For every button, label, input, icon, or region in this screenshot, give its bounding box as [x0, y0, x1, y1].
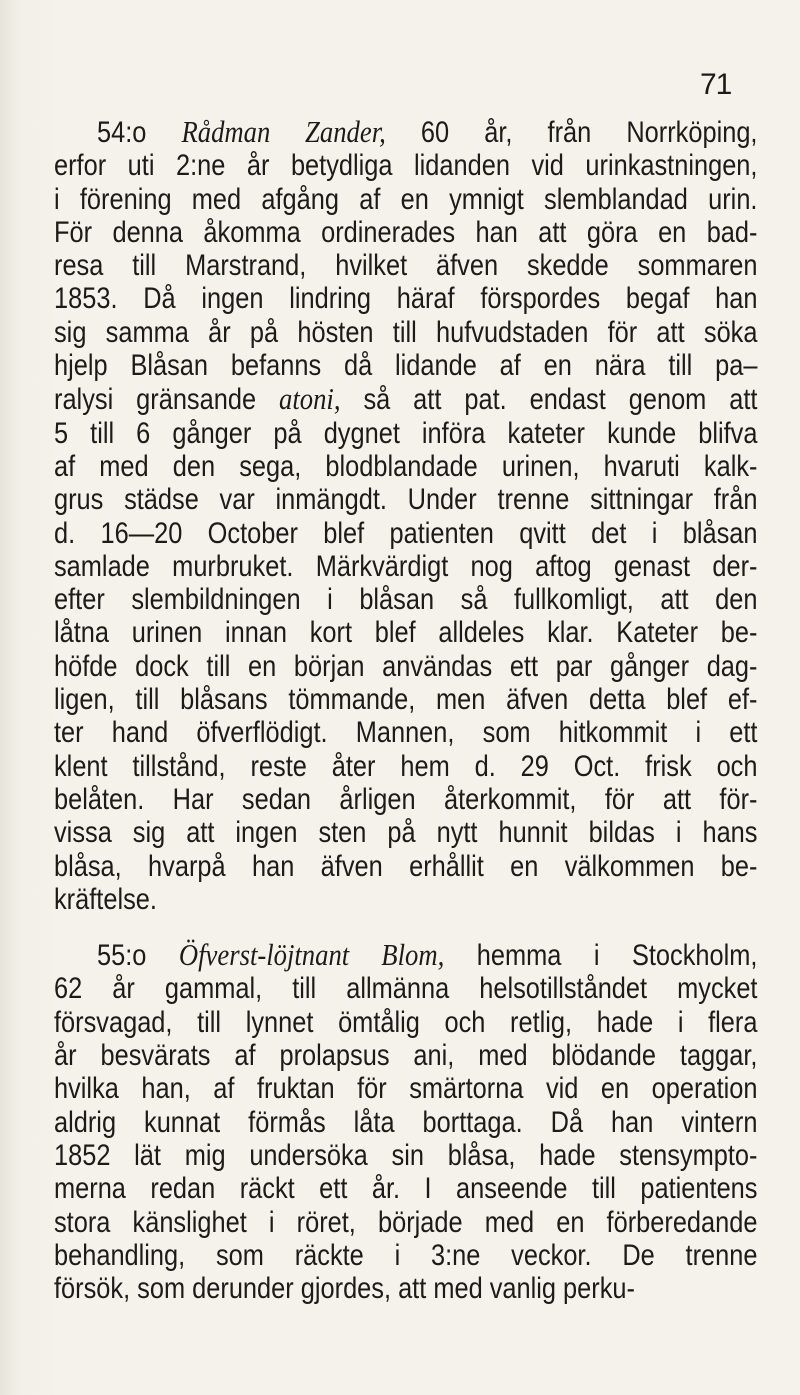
text-segment: hjelp Blåsan befanns då lidande af en nära till pa–	[54, 349, 758, 383]
text-segment: vissa sig att ingen sten på nytt hunnit bildas i hans	[54, 816, 758, 850]
text-line	[54, 783, 757, 816]
text-line	[54, 972, 757, 1005]
italic-name: atoni,	[279, 381, 341, 417]
text-segment: 1852 lät mig undersöka sin blåsa, hade stensympto-	[54, 1138, 758, 1172]
text-line	[54, 650, 757, 683]
text-line	[54, 1172, 757, 1205]
text-segment: hemma i Stockholm,	[444, 939, 758, 973]
italic-name: Rådman Zander,	[181, 114, 386, 149]
text-line	[54, 550, 757, 583]
text-segment: resa till Marstrand, hvilket äfven skedde sommaren	[54, 249, 758, 283]
text-segment: 1853. Då ingen lindring häraf förspordes begaf han	[54, 282, 758, 316]
text-segment: behandling, som räckte i 3:ne veckor. De trenne	[54, 1238, 758, 1272]
text-segment: sig samma år på hösten till hufvudstaden för att söka	[54, 315, 758, 349]
text-segment: stora känslighet i röret, började med en förberedande	[54, 1205, 758, 1239]
paragraph-gap	[54, 916, 758, 938]
text-segment: kräftelse.	[54, 882, 157, 916]
text-line	[54, 850, 757, 883]
page-number: 71	[700, 68, 732, 101]
text-line	[54, 282, 757, 315]
text-line	[54, 349, 757, 382]
text-segment: låtna urinen innan kort blef alldeles klar. Kateter be-	[54, 616, 758, 650]
text-segment: hvilka han, af fruktan för smärtorna vid en operation	[54, 1072, 758, 1106]
text-segment: 60 år, från Norrköping,	[385, 116, 758, 149]
paragraph-case-55	[54, 938, 757, 1305]
text-line	[54, 417, 757, 450]
text-segment: blåsa, hvarpå han äfven erhållit en välkommen be-	[54, 849, 758, 883]
body-text	[54, 115, 758, 1305]
text-segment: 54:o	[97, 116, 182, 149]
text-segment: 55:o	[97, 939, 179, 973]
text-segment: klent tillstånd, reste åter hem d. 29 Oct. frisk och	[54, 749, 758, 783]
text-segment: samlade murbruket. Märkvärdigt nog aftog genast der-	[54, 549, 758, 583]
text-line	[54, 316, 757, 349]
text-line	[54, 450, 757, 483]
text-line	[54, 1039, 757, 1072]
text-line	[54, 583, 757, 616]
text-segment: ter hand öfverflödigt. Mannen, som hitkommit i ett	[54, 716, 758, 750]
text-segment: d. 16—20 October blef patienten qvitt det i blåsan	[54, 516, 758, 550]
paragraph-case-54	[54, 115, 757, 916]
text-segment: 62 år gammal, till allmänna helsotillståndet mycket	[54, 972, 758, 1006]
italic-name: Öfverst-löjtnant Blom,	[178, 937, 445, 973]
text-line	[54, 750, 757, 783]
text-segment: så att pat. endast genom att	[340, 383, 758, 417]
text-segment: merna redan räckt ett år. I anseende till patientens	[54, 1172, 758, 1206]
text-line	[54, 382, 757, 416]
text-line	[54, 1206, 757, 1239]
text-segment: 5 till 6 gånger på dygnet införa kateter kunde blifva	[54, 416, 758, 450]
text-line	[54, 483, 757, 516]
text-line	[54, 1006, 757, 1039]
text-segment: erfor uti 2:ne år betydliga lidanden vid urinkastningen,	[54, 149, 758, 183]
text-line	[54, 183, 757, 216]
text-segment: försök, som derunder gjordes, att med vanlig perku-	[54, 1272, 635, 1306]
text-line	[54, 1106, 757, 1139]
text-segment: aldrig kunnat förmås låta borttaga. Då han vintern	[54, 1105, 758, 1139]
text-segment: belåten. Har sedan årligen återkommit, för att för-	[54, 782, 758, 816]
text-line	[54, 216, 757, 249]
text-segment: försvagad, till lynnet ömtålig och retlig, hade i flera	[54, 1005, 758, 1039]
text-line	[54, 616, 757, 649]
text-segment: ralysi gränsande	[54, 383, 280, 417]
text-line	[54, 249, 757, 282]
text-segment: af med den sega, blodblandade urinen, hvaruti kalk-	[54, 449, 758, 483]
text-line	[54, 517, 757, 550]
text-segment: höfde dock till en början användas ett par gånger dag-	[54, 649, 758, 683]
text-line	[54, 716, 757, 749]
text-line	[54, 1272, 757, 1305]
text-line	[54, 115, 757, 149]
text-line	[54, 1139, 757, 1172]
text-segment: ligen, till blåsans tömmande, men äfven detta blef ef-	[54, 683, 758, 717]
text-line	[54, 816, 757, 849]
text-line	[54, 883, 757, 916]
text-segment: För denna åkomma ordinerades han att göra en bad-	[54, 215, 758, 249]
text-line	[54, 1239, 757, 1272]
text-segment: år besvärats af prolapsus ani, med blödande taggar,	[54, 1039, 758, 1073]
text-segment: grus städse var inmängdt. Under trenne sittningar från	[54, 483, 758, 517]
text-line	[54, 149, 757, 182]
text-line	[54, 683, 757, 716]
text-segment: i förening med afgång af en ymnigt slemblandad urin.	[54, 182, 758, 216]
text-line	[54, 1072, 757, 1105]
text-segment: efter slembildningen i blåsan så fullkomligt, att den	[54, 583, 758, 617]
text-line	[54, 938, 757, 972]
